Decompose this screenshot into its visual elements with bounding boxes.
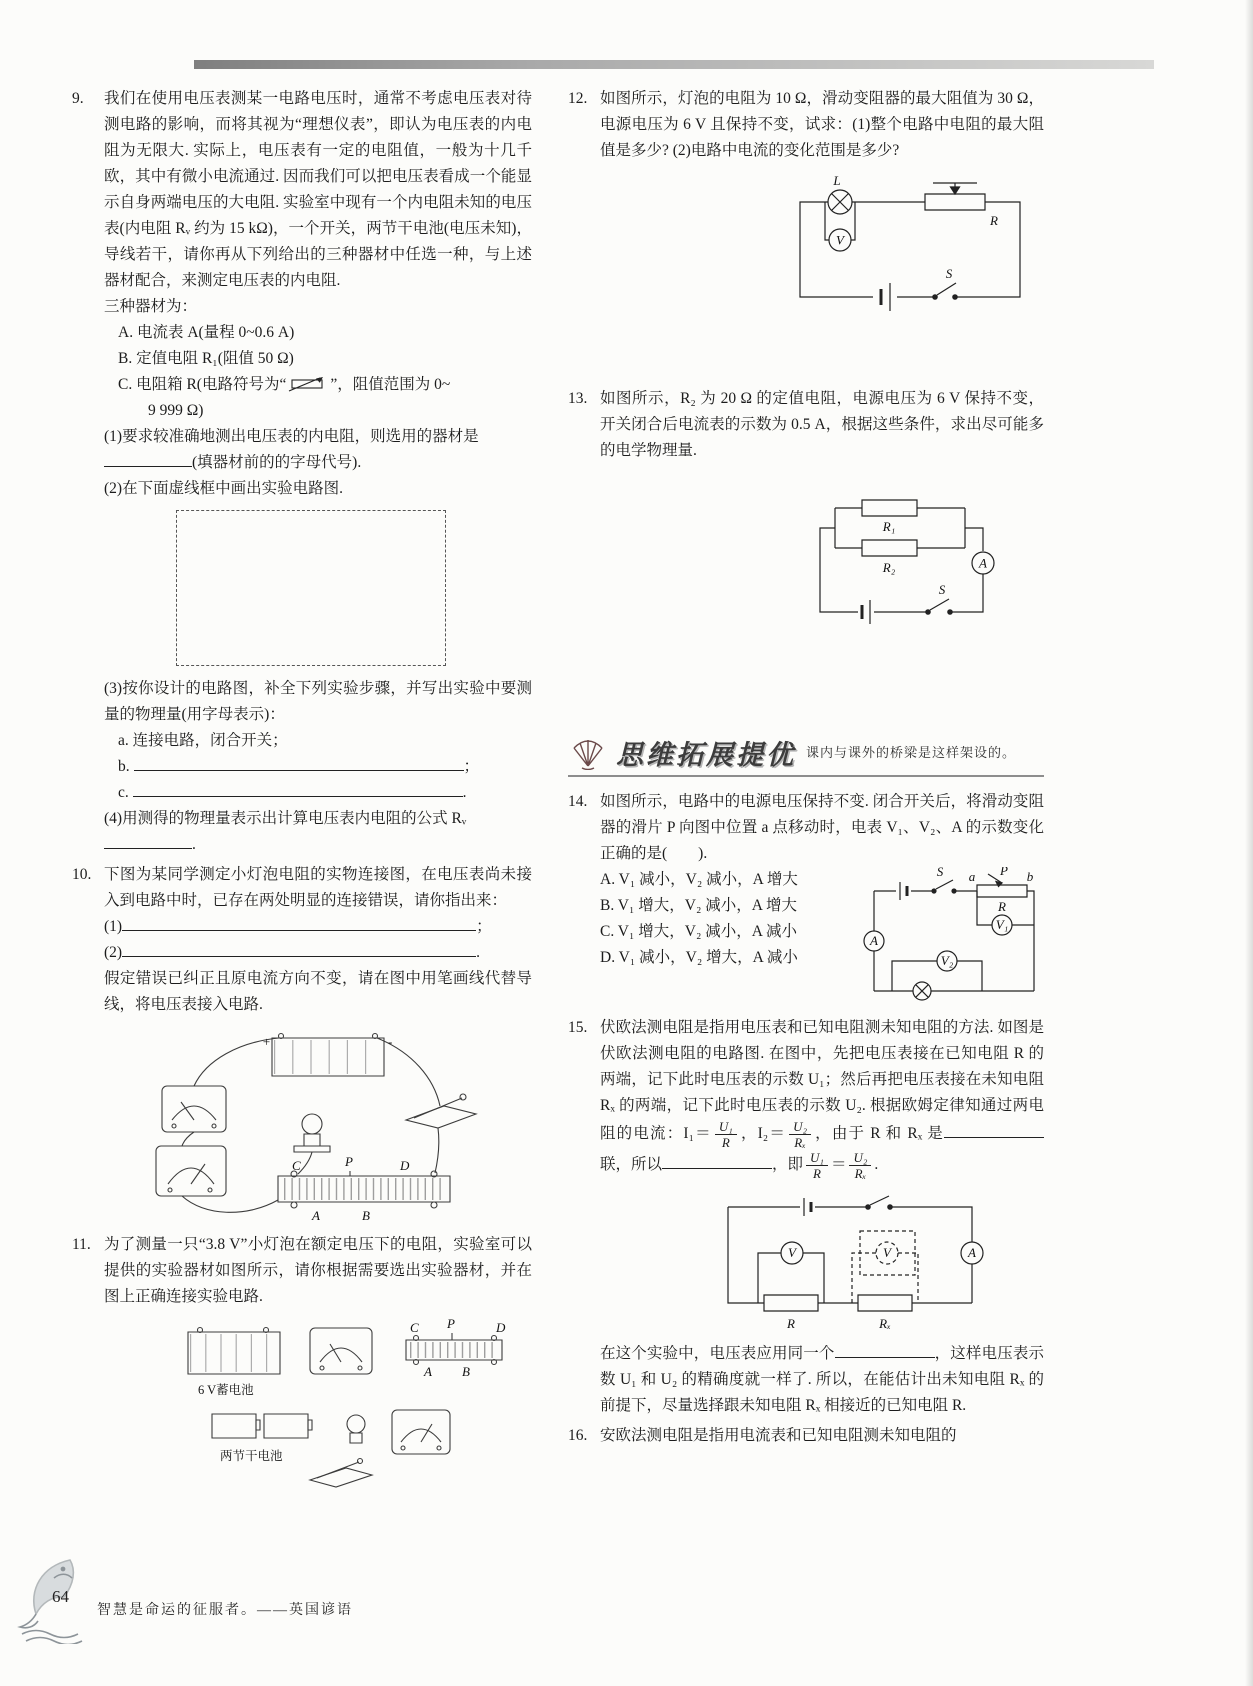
question-10-number: 10. bbox=[72, 866, 92, 883]
dry-cells-sketch bbox=[212, 1414, 312, 1438]
dry-cells-label: 两节干电池 bbox=[220, 1449, 283, 1463]
lamp-icon bbox=[913, 982, 931, 1000]
r2-label: R₂ bbox=[882, 560, 896, 575]
slider-b-label: b bbox=[1026, 869, 1034, 884]
switch-icon bbox=[933, 283, 957, 299]
footer-motto: 智慧是命运的征服者。——英国谚语 bbox=[97, 1603, 353, 1618]
q9-step-b-label: b. bbox=[118, 758, 130, 775]
lamp-icon bbox=[828, 190, 852, 214]
question-14-body bbox=[600, 789, 1044, 1011]
v1-label: V₁ bbox=[995, 917, 1009, 932]
rx-label: Rₓ bbox=[879, 1316, 891, 1331]
rheostat2-b-label: B bbox=[462, 1364, 470, 1379]
bulb-sketch bbox=[294, 1114, 330, 1152]
q15-blank-join: 联，所以 bbox=[600, 1156, 663, 1174]
slider-p-label: P bbox=[1000, 867, 1008, 878]
question-12-body bbox=[600, 86, 1044, 382]
fraction-numerator: U₂ bbox=[789, 1119, 811, 1135]
blank-line bbox=[835, 1343, 935, 1358]
switch-label: S bbox=[945, 266, 953, 281]
blank-line bbox=[133, 782, 463, 797]
q9-step-c bbox=[104, 780, 532, 806]
v2-label: V₂ bbox=[940, 953, 954, 968]
voltmeter-dashed-group bbox=[852, 1231, 918, 1303]
rheostat-c-label: C bbox=[292, 1158, 301, 1173]
question-10-text: 下图为某同学测定小灯泡电阻的实物连接图，在电压表尚未接入到电路中时，已存在两处明显的连接错误，请你指出来： bbox=[104, 866, 532, 909]
q15-circuit-figure bbox=[700, 1191, 1000, 1333]
question-16-body bbox=[600, 1423, 1044, 1449]
question-12-number: 12. bbox=[568, 90, 588, 107]
q9-sub1-answer-line bbox=[104, 450, 532, 476]
question-15 bbox=[568, 1015, 1044, 1419]
resistor-r2-icon bbox=[862, 540, 917, 556]
question-10-body bbox=[104, 862, 532, 1228]
meter-2-sketch bbox=[156, 1146, 226, 1196]
v1-label: V bbox=[788, 1245, 796, 1260]
q9-step-c-end: . bbox=[462, 784, 467, 801]
rheostat-label: R bbox=[990, 213, 998, 228]
blank-line bbox=[104, 452, 192, 467]
page-number: 64 bbox=[52, 1587, 69, 1606]
material-option-c bbox=[104, 372, 532, 398]
rheostat2-a-label: A bbox=[424, 1364, 432, 1379]
q15-body1: 伏欧法测电阻是指用电压表和已知电阻测未知电阻的方法. 如图是伏欧法测电阻的电路图. 在图中，先把电压表接在已知电阻 R 的两端，记下此时电压表的示数 U₁；然后再把电压表接在未知电阻 Rₓ 的两端，记下此时电压表的示数 U₂. 根据欧姆定律知通过两电阻的电流：I₁＝ bbox=[600, 1019, 1044, 1143]
rheostat-sketch-2 bbox=[406, 1333, 502, 1365]
q15-period: . bbox=[874, 1156, 879, 1174]
r-label: R bbox=[787, 1316, 795, 1331]
question-13-number: 13. bbox=[568, 390, 588, 407]
question-9-text: 我们在使用电压表测某一电路电压时，通常不考虑电压表对待测电路的影响，而将其视为“理想仪表”，即认为电压表的内电阻为无限大. 实际上，电压表有一定的电阻值，一般为十几千欧，其中有微小电流通过. 因而我们可以把电压表看成一个能显示自身两端电压的大电阻. 实验室中现有一个内电阻未知的电压表(内电阻 Rᵥ 约为 15 kΩ)，一个开关，两节干电池(电压未知)，导线若干，请你再从下列给出的三种器材中任选一种，与上述器材配合，来测定电压表的内电阻. bbox=[104, 90, 532, 289]
q9-sub1: (1)要求较准确地测出电压表的内电阻，则选用的器材是 bbox=[104, 428, 479, 445]
switch-label: S bbox=[936, 867, 944, 879]
question-13-body bbox=[600, 386, 1044, 734]
q10-blank2-label: (2) bbox=[104, 944, 123, 961]
q14-options-and-figure bbox=[600, 867, 1044, 1011]
option-c-text-end: 9 999 Ω) bbox=[148, 402, 204, 419]
blank-line bbox=[104, 834, 192, 849]
battery-plus-label: + bbox=[262, 1034, 271, 1049]
left-column bbox=[72, 86, 532, 1504]
q9-step-b-end: ； bbox=[463, 758, 480, 775]
voltmeter-label: V bbox=[836, 232, 844, 248]
content-columns bbox=[72, 86, 1044, 1504]
circuit-drawing-box bbox=[176, 510, 446, 666]
slider-a-label: a bbox=[968, 869, 976, 884]
fraction-numerator: U₁ bbox=[806, 1150, 828, 1166]
blank-line bbox=[944, 1123, 1044, 1138]
storage-battery-label: 6 V蓄电池 bbox=[198, 1383, 254, 1397]
q14-circuit-figure bbox=[852, 867, 1044, 1007]
question-15-number: 15. bbox=[568, 1019, 588, 1036]
question-13 bbox=[568, 386, 1044, 734]
rheostat2-p-label: P bbox=[447, 1318, 455, 1331]
question-16-text: 安欧法测电阻是指用电流表和已知电阻测未知电阻的 bbox=[600, 1427, 957, 1444]
rheostat2-c-label: C bbox=[410, 1320, 419, 1335]
q10-blank-2 bbox=[104, 940, 532, 966]
banner-title: 思维拓展提优 bbox=[616, 740, 796, 770]
rheostat-d-label: D bbox=[400, 1158, 410, 1173]
resistor-r-icon bbox=[764, 1295, 818, 1311]
rheostat2-d-label: D bbox=[496, 1320, 506, 1335]
question-11-number: 11. bbox=[72, 1236, 91, 1253]
q9-step-c-label: c. bbox=[118, 784, 129, 801]
question-13-text: 如图所示，R₂ 为 20 Ω 的定值电阻，电源电压为 6 V 保持不变，开关闭合后电流表的示数为 0.5 A，根据这些条件，求出尽可能多的电学物理量. bbox=[600, 390, 1044, 459]
materials-intro: 三种器材为： bbox=[104, 298, 198, 315]
blank-line bbox=[662, 1154, 772, 1169]
q9-sub4: (4)用测得的物理量表示出计算电压表内电阻的公式 Rᵥ bbox=[104, 810, 467, 827]
fraction-eq-left bbox=[806, 1150, 828, 1181]
meter-1-sketch bbox=[162, 1086, 226, 1132]
material-option-a: A. 电流表 A(量程 0~0.6 A) bbox=[118, 324, 295, 341]
q14-option-a: A. V₁ 减小，V₂ 减小，A 增大 bbox=[600, 871, 798, 888]
battery-icon bbox=[881, 283, 890, 311]
q12-circuit-figure bbox=[785, 172, 1035, 324]
q15-body2 bbox=[600, 1341, 1044, 1419]
question-12-text: 如图所示，灯泡的电阻为 10 Ω，滑动变阻器的最大阻值为 30 Ω，电源电压为 6 V 且保持不变，试求：(1)整个电路中电阻的最大阻值是多少? (2)电路中电流的变化范围是多少? bbox=[600, 90, 1044, 159]
rheostat-a-label: A bbox=[312, 1208, 320, 1223]
bulb-sketch-2 bbox=[347, 1415, 365, 1443]
question-11-text: 为了测量一只“3.8 V”小灯泡在额定电压下的电阻，实验室可以提供的实验器材如图所示，请你根据需要选出实验器材，并在图上正确连接实验电路. bbox=[104, 1236, 532, 1305]
q10-apparatus-figure bbox=[144, 1028, 524, 1226]
q10-blank-1 bbox=[104, 914, 532, 940]
question-9-number: 9. bbox=[72, 90, 84, 107]
battery-icon bbox=[900, 882, 907, 900]
question-14 bbox=[568, 789, 1044, 1011]
page-top-rule bbox=[194, 60, 1154, 69]
rheostat-label: R bbox=[998, 899, 1006, 914]
storage-battery-sketch bbox=[188, 1328, 280, 1375]
question-14-text: 如图所示，电路中的电源电压保持不变. 闭合开关后，将滑动变阻器的滑片 P 向图中位置 a 点移动时，电表 V₁、V₂、A 的示数变化正确的是( ). bbox=[600, 793, 1044, 862]
resistor-r1-icon bbox=[862, 500, 917, 516]
battery-icon bbox=[804, 1198, 811, 1216]
question-11 bbox=[72, 1232, 532, 1500]
question-16 bbox=[568, 1423, 1044, 1449]
q9-sub3: (3)按你设计的电路图，补全下列实验步骤，并写出实验中要测量的物理量(用字母表示)： bbox=[104, 680, 532, 723]
q9-step-b bbox=[104, 754, 532, 780]
blank-line bbox=[122, 916, 476, 931]
q10-note: 假定错误已纠正且原电流方向不变，请在图中用笔画线代替导线，将电压表接入电路. bbox=[104, 970, 532, 1013]
q9-sub1-post: (填器材前的的字母代号). bbox=[192, 454, 362, 471]
battery-pack-sketch bbox=[272, 1034, 384, 1077]
rheostat-icon bbox=[925, 183, 985, 210]
fraction-denominator: R bbox=[813, 1166, 821, 1181]
rheostat-p-label: P bbox=[345, 1154, 353, 1169]
voltmeter-sketch bbox=[392, 1410, 450, 1454]
q9-sub2: (2)在下面虚线框中画出实验电路图. bbox=[104, 480, 343, 497]
q15-body2-pre: 在这个实验中，电压表应用同一个 bbox=[600, 1345, 835, 1362]
right-column bbox=[568, 86, 1044, 1504]
shell-icon bbox=[570, 738, 606, 770]
section-banner bbox=[568, 738, 1044, 777]
q14-option-d: D. V₁ 减小，V₂ 增大，A 减小 bbox=[600, 949, 798, 966]
option-c-text-mid: ”，阻值范围为 0~ bbox=[330, 376, 451, 393]
question-16-number: 16. bbox=[568, 1427, 588, 1444]
v2-label: V bbox=[883, 1245, 891, 1260]
q10-blank2-end: . bbox=[476, 944, 480, 961]
question-14-number: 14. bbox=[568, 793, 588, 810]
ammeter-label: A bbox=[870, 933, 878, 948]
q15-body2-post: ，这样电压表示数 U₁ 和 U₂ 的精确度就一样了. 所以，在能估计出未知电阻 Rₓ 的前提下，尽量选择跟未知电阻 Rₓ 相接近的已知电阻 R. bbox=[600, 1345, 1044, 1414]
q15-blank-mid: ，即 bbox=[772, 1156, 804, 1174]
switch-label: S bbox=[938, 582, 946, 597]
question-9 bbox=[72, 86, 532, 858]
battery-minus-label: - bbox=[388, 1034, 393, 1049]
question-11-body bbox=[104, 1232, 532, 1500]
resistance-box-symbol-icon bbox=[287, 375, 329, 392]
q13-circuit-figure bbox=[800, 470, 1005, 630]
q11-apparatus-figure bbox=[160, 1318, 512, 1500]
lamp-label: L bbox=[833, 173, 841, 188]
ammeter-label: A bbox=[968, 1245, 976, 1260]
material-option-b: B. 定值电阻 R₁(阻值 50 Ω) bbox=[118, 350, 294, 367]
resistor-rx-icon bbox=[858, 1295, 912, 1311]
fraction-i1 bbox=[715, 1119, 737, 1150]
q9-sub4-end: . bbox=[192, 836, 196, 853]
switch-icon bbox=[866, 1196, 892, 1209]
option-c-text-pre: C. 电阻箱 R(电路符号为“ bbox=[118, 376, 287, 393]
q15-mid1: ，I₂＝ bbox=[739, 1125, 787, 1143]
fraction-eq-right bbox=[849, 1150, 871, 1181]
question-10 bbox=[72, 862, 532, 1228]
fraction-i2 bbox=[789, 1119, 811, 1150]
fraction-denominator: Rₓ bbox=[794, 1135, 806, 1150]
q14-option-b: B. V₁ 增大，V₂ 减小，A 增大 bbox=[600, 897, 797, 914]
battery-icon bbox=[862, 600, 870, 624]
question-15-body bbox=[600, 1015, 1044, 1419]
fraction-numerator: U₁ bbox=[715, 1119, 737, 1135]
q14-option-c: C. V₁ 增大，V₂ 减小，A 减小 bbox=[600, 923, 797, 940]
question-15-text bbox=[600, 1015, 1044, 1181]
blank-line bbox=[134, 756, 464, 771]
q10-blank1-end: ； bbox=[476, 918, 492, 935]
question-12 bbox=[568, 86, 1044, 382]
ammeter-sketch bbox=[310, 1328, 372, 1374]
switch-sketch bbox=[406, 1094, 476, 1128]
blank-line bbox=[122, 942, 476, 957]
rheostat-sketch bbox=[278, 1171, 450, 1208]
banner-subtitle: 课内与课外的桥梁是这样架设的。 bbox=[806, 745, 1017, 760]
switch-icon bbox=[926, 599, 952, 614]
switch-icon bbox=[932, 880, 956, 893]
fraction-denominator: Rₓ bbox=[854, 1166, 867, 1181]
rheostat-b-label: B bbox=[362, 1208, 370, 1223]
q15-equals: ＝ bbox=[830, 1156, 847, 1174]
q15-mid2: ，由于 R 和 Rₓ 是 bbox=[813, 1125, 944, 1143]
fraction-numerator: U₂ bbox=[849, 1150, 871, 1166]
switch-sketch-2 bbox=[310, 1459, 372, 1488]
q9-step-a: a. 连接电路，闭合开关； bbox=[118, 732, 288, 749]
fraction-denominator: R bbox=[721, 1135, 730, 1150]
q9-sub4-answer-line bbox=[104, 832, 532, 858]
q10-blank1-label: (1) bbox=[104, 918, 123, 935]
question-9-body bbox=[104, 86, 532, 858]
r1-label: R₁ bbox=[882, 519, 896, 534]
ammeter-label: A bbox=[979, 555, 987, 571]
